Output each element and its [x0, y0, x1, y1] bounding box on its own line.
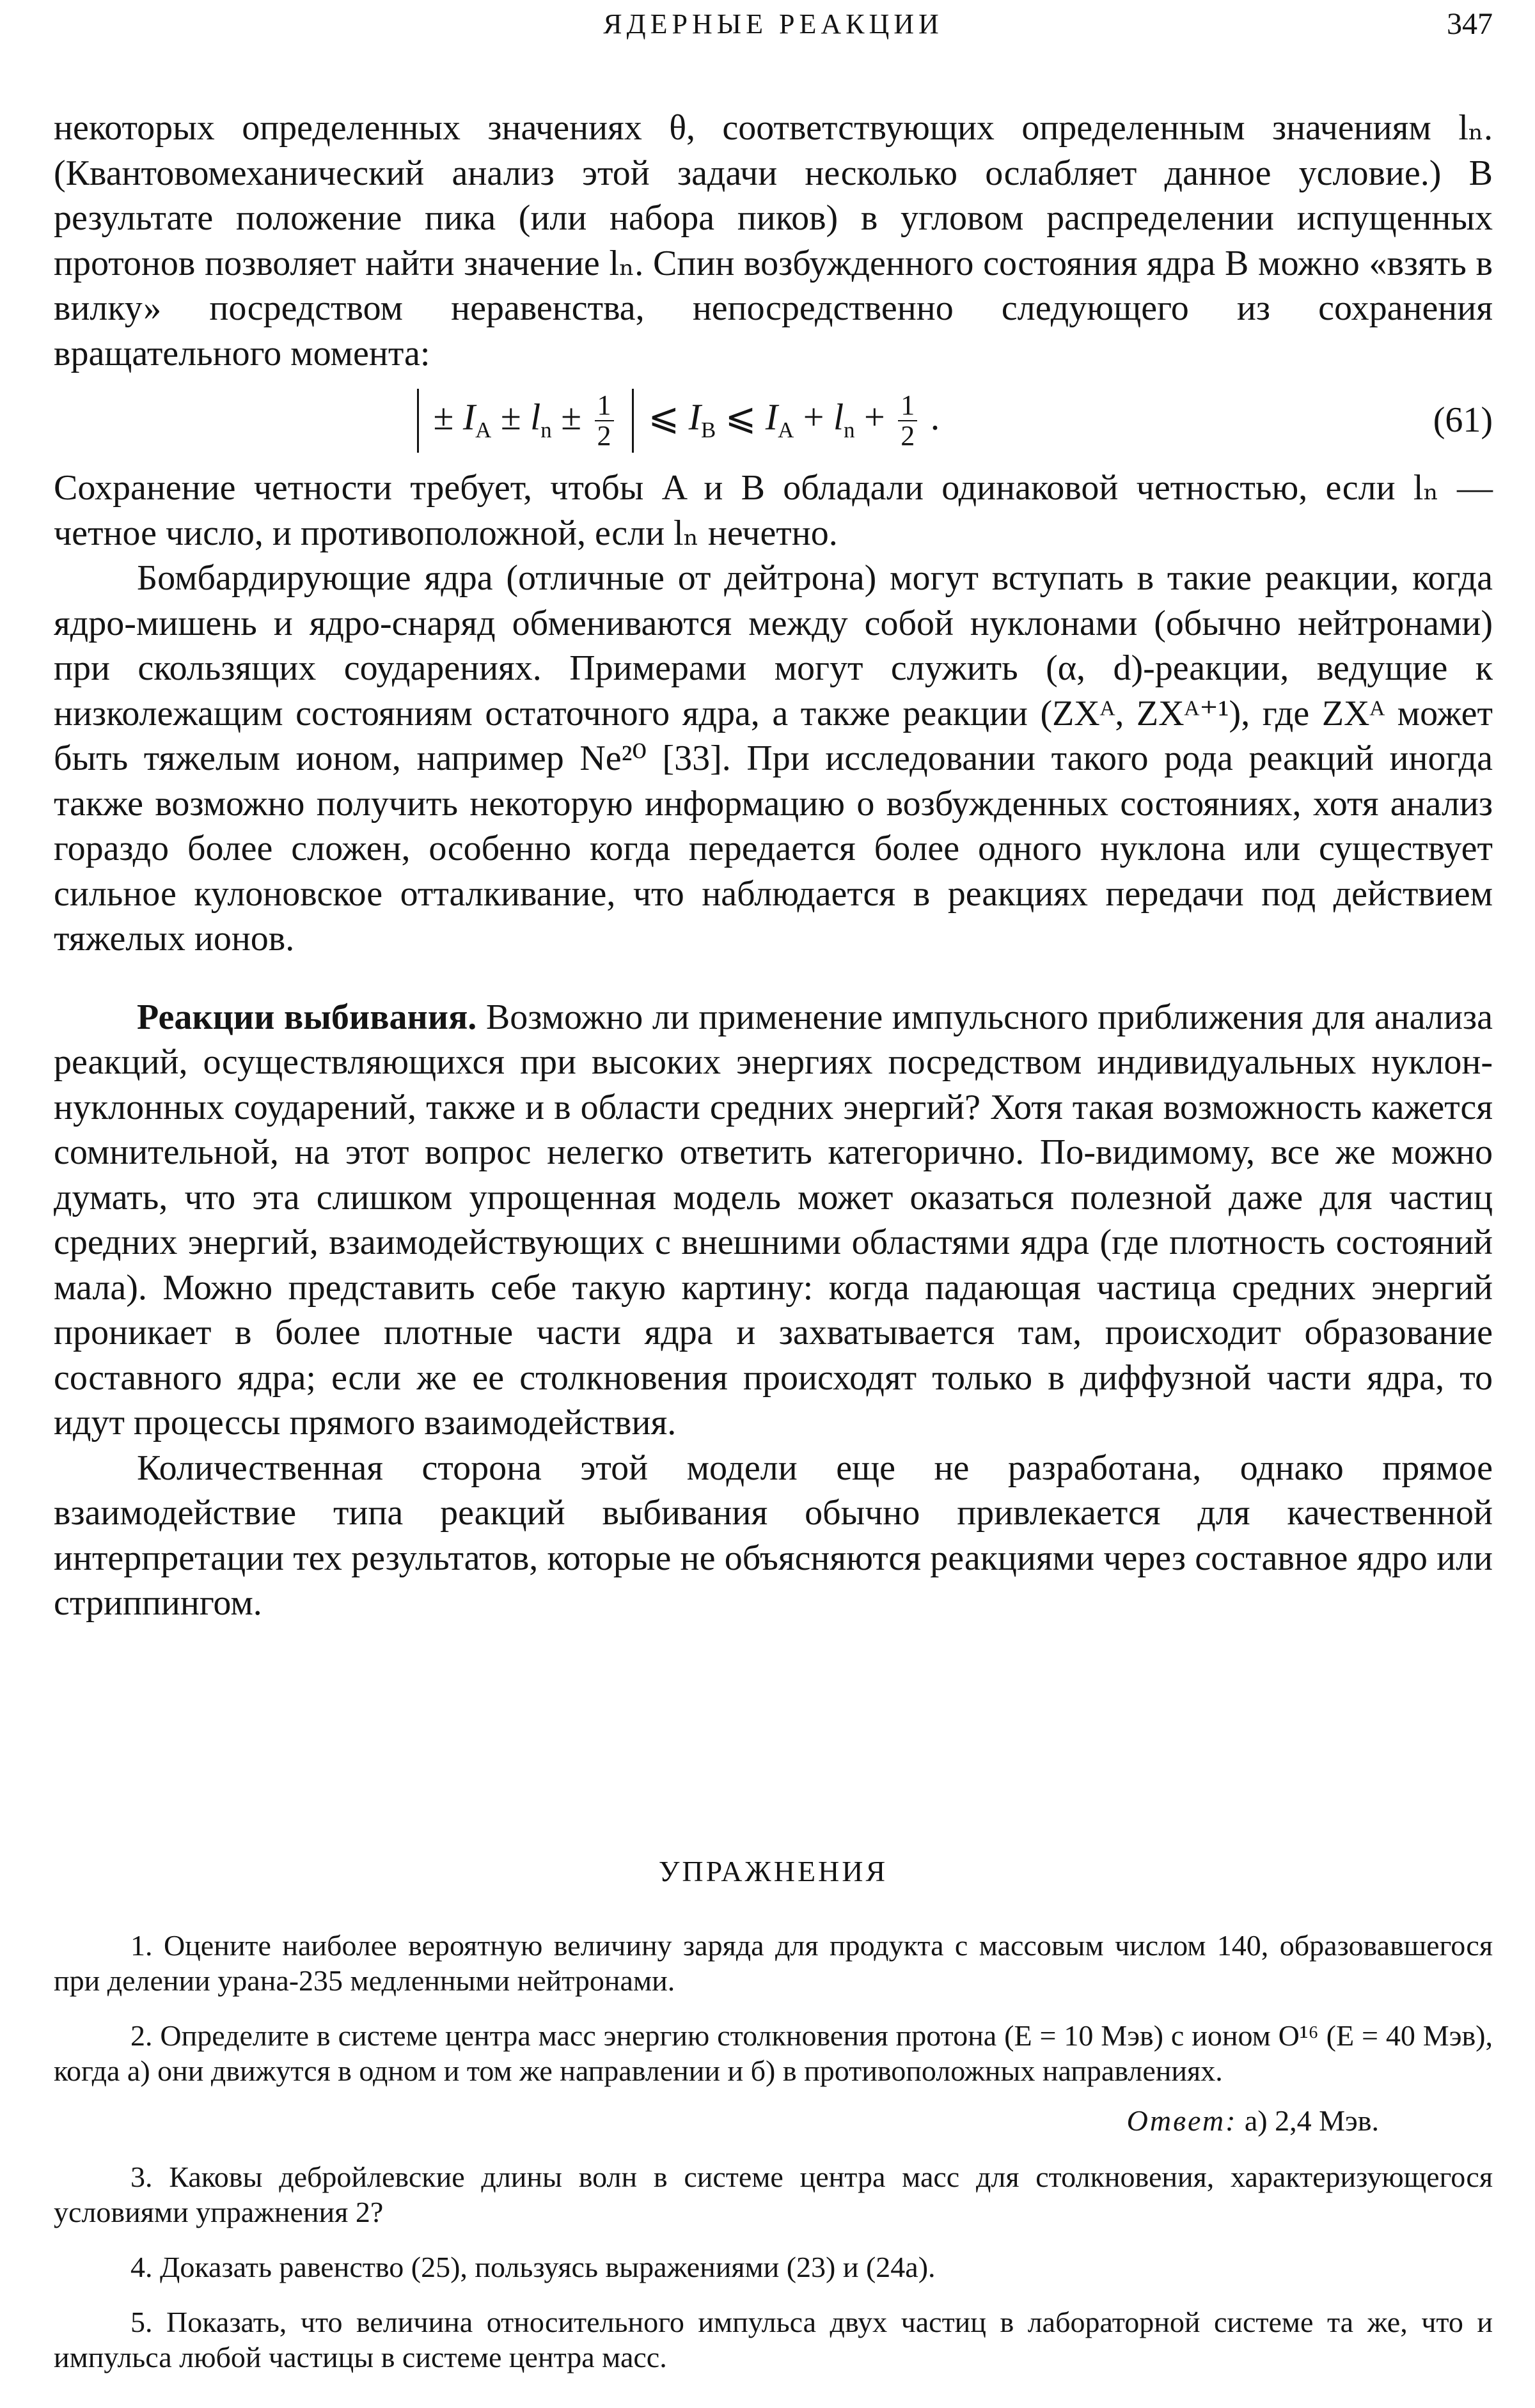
symbol-I-2: I [688, 396, 701, 438]
exercise-3: 3. Каковы дебройлевские длины волн в системе центра масс для столкновения, характеризующегося условиями упражнения 2? [54, 2161, 1493, 2228]
plus-sign-1: + [803, 396, 824, 438]
run-in-heading: Реакции выбивания. [137, 997, 477, 1037]
pm-sign-1: ± [433, 396, 454, 438]
exercise-4: 4. Доказать равенство (25), пользуясь выражениями (23) и (24а). [130, 2251, 936, 2283]
running-head [54, 4, 1493, 49]
leq-sign-1: ⩽ [648, 396, 680, 438]
symbol-I-1: I [462, 396, 476, 438]
pm-sign-3: ± [561, 396, 582, 438]
sub-n-1: n [540, 417, 552, 442]
paragraph-3: Бомбардирующие ядра (отличные от дейтрона) могут вступать в такие реакции, когда ядро-мишень и ядро-снаряд обмениваются между собой нуклонами (обычно нейтронами) при скользящих соударениях. Примерами могут служить (α, d)-реакции, ведущие к низколежащим состояниям остаточного ядра, а также реакции (ZXᴬ, ZXᴬ⁺¹), где ZXᴬ может быть тяжелым ионом, например Ne²⁰ [33]. При исследовании такого рода реакций иногда также возможно получить некоторую информацию о возбужденных состояниях, хотя анализ гораздо более сложен, особенно когда передается более одного нуклона или существует сильное кулоновское отталкивание, что наблюдается в реакциях передачи под действием тяжелых ионов. [54, 558, 1493, 958]
leq-sign-2: ⩽ [725, 396, 757, 438]
fraction-half-2: $\frac{1}{2}$ [898, 391, 917, 451]
paragraph-4-text: Возможно ли применение импульсного приближения для анализа реакций, осуществляющихся при высоких энергиях посредством индивидуальных нуклон-нуклонных соударений, также и в области средних энергий? Хотя такая возможность кажется сомнительной, на этот вопрос нелегко ответить категорично. По-видимому, все же можно думать, что эта слишком упрощенная модель может оказаться полезной даже для частиц средних энергий, взаимодействующих с внешними областями ядра (где плотность состояний мала). Можно представить себе такую картину: когда падающая частица средних энергий проникает в более плотные части ядра и захватывается там, происходит образование составного ядра; если же ее столкновения происходят только в диффузной части ядра, то идут процессы прямого взаимодействия. [54, 997, 1493, 1442]
main-text [54, 106, 1493, 1626]
running-title: ЯДЕРНЫЕ РЕАКЦИИ [603, 8, 943, 40]
formula-61 [54, 380, 1493, 463]
paragraph-1: некоторых определенных значениях θ, соответствующих определенным значениям lₙ. (Квантовомеханический анализ этой задачи несколько ослабляет данное условие.) В результате положение пика (или набора пиков) в угловом распределении испущенных протонов позволяет найти значение lₙ. Спин возбужденного состояния ядра B можно «взять в вилку» посредством неравенства, непосредственно следующего из сохранения вращательного момента: [54, 108, 1493, 373]
equation-number: (61) [1433, 400, 1493, 440]
paragraph-gap [54, 962, 1493, 995]
inequality-formula [412, 389, 940, 453]
abs-bar-right [632, 389, 634, 453]
sub-n-2: n [844, 417, 855, 442]
formula-period: . [930, 396, 940, 438]
sub-A-2: A [778, 417, 794, 442]
sub-A-1: A [475, 417, 492, 442]
fraction-half-1: $\frac{1}{2}$ [595, 391, 614, 451]
pm-sign-2: ± [500, 396, 521, 438]
symbol-I-3: I [765, 396, 778, 438]
exercises-list [54, 1928, 1493, 2395]
exercises-heading: УПРАЖНЕНИЯ [658, 1855, 888, 1888]
paragraph-2: Сохранение четности требует, чтобы A и B обладали одинаковой четностью, если lₙ — четное число, и противоположной, если lₙ нечетно. [54, 468, 1493, 553]
symbol-l-2: l [833, 396, 844, 438]
paragraph-5: Количественная сторона этой модели еще не разработана, однако прямое взаимодействие типа реакций выбивания обычно привлекается для качественной интерпретации тех результатов, которые не объясняются реакциями через составное ядро или стриппингом. [54, 1448, 1493, 1623]
sub-B: B [700, 417, 716, 442]
exercise-2-answer [54, 2103, 1493, 2138]
exercise-5: 5. Показать, что величина относительного импульса двух частиц в лабораторной системе та же, что и импульса любой частицы в системе центра масс. [54, 2306, 1493, 2373]
plus-sign-2: + [864, 396, 885, 438]
page-number: 347 [1447, 7, 1493, 41]
answer-value: а) 2,4 Мэв. [1244, 2104, 1379, 2137]
symbol-l-1: l [530, 396, 541, 438]
exercise-2: 2. Определите в системе центра масс энергию столкновения протона (E = 10 Мэв) с ионом O¹⁶ (E = 40 Мэв), когда а) они движутся в одном и том же направлении и б) в противоположных направлениях. [54, 2019, 1493, 2087]
answer-label: Ответ: [1126, 2104, 1238, 2137]
exercise-1: 1. Оцените наиболее вероятную величину заряда для продукта с массовым числом 140, образовавшегося при делении урана-235 медленными нейтронами. [54, 1929, 1493, 1997]
paragraph-4 [54, 995, 1493, 1446]
abs-bar-left [417, 389, 419, 453]
